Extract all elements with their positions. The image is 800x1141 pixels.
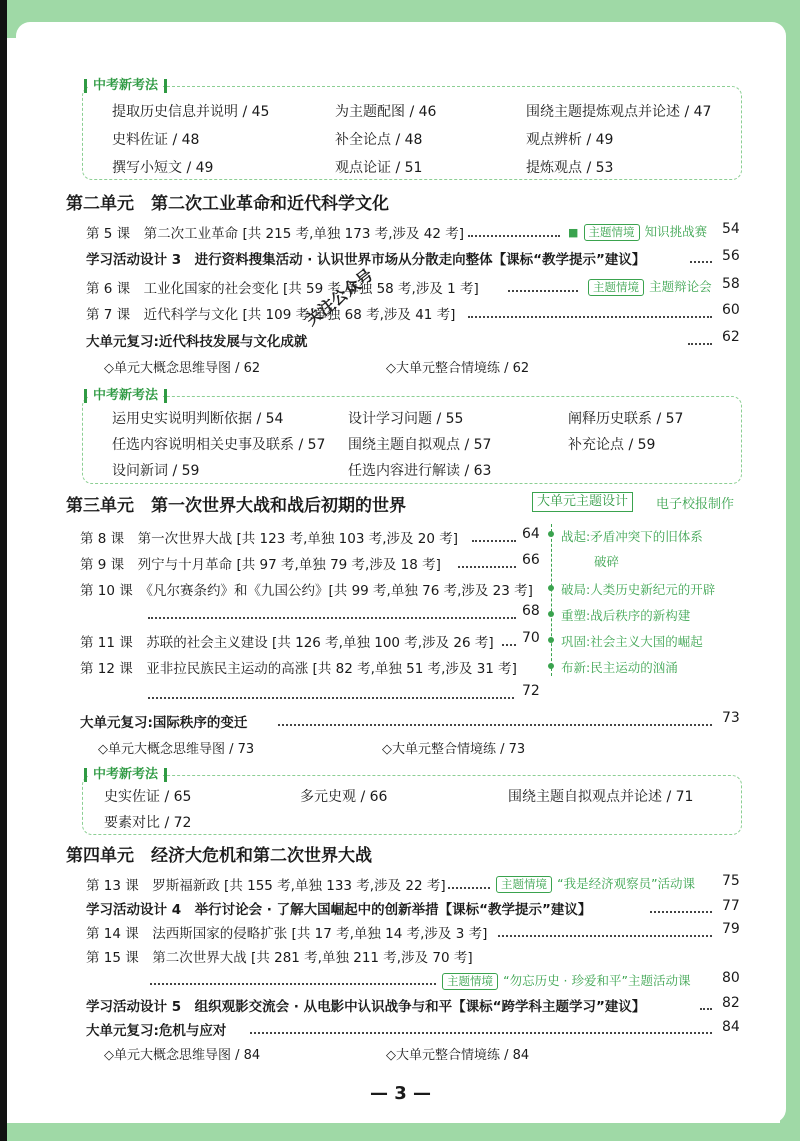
lesson-entry[interactable]: 第 6 课 工业化国家的社会变化 [共 59 考,单独 58 考,涉及 1 考]	[86, 281, 479, 297]
leader-dots	[502, 644, 516, 646]
page-ref[interactable]: 75	[722, 873, 740, 889]
exam-method-item[interactable]: 观点辨析 / 49	[526, 132, 614, 148]
unit-title: 第四单元 经济大危机和第二次世界大战	[66, 846, 372, 866]
exam-method-item[interactable]: 史料佐证 / 48	[112, 132, 200, 148]
mind-map-entry[interactable]: ◇单元大概念思维导图 / 84	[104, 1048, 261, 1063]
lesson-entry[interactable]: 第 10 课 《凡尔赛条约》和《九国公约》[共 99 考,单独 76 考,涉及 23 考]	[80, 583, 533, 599]
exam-method-item[interactable]: 要素对比 / 72	[104, 815, 192, 831]
exam-method-item[interactable]: 补全论点 / 48	[335, 132, 423, 148]
leader-dots	[508, 290, 578, 292]
exam-method-badge: 中考新考法	[88, 77, 163, 95]
theme-activity: 主题辩论会	[649, 279, 712, 294]
page-ref[interactable]: 84	[722, 1019, 740, 1035]
page-ref[interactable]: 79	[722, 921, 740, 937]
theme-scene	[442, 970, 690, 990]
page-ref[interactable]: 62	[722, 329, 740, 345]
page-ref[interactable]: 73	[722, 710, 740, 726]
lesson-entry[interactable]: 第 13 课 罗斯福新政 [共 155 考,单独 133 考,涉及 22 考]	[86, 878, 446, 894]
page-ref[interactable]: 70	[522, 630, 540, 646]
unit-review-entry[interactable]: 大单元复习:近代科技发展与文化成就	[86, 334, 308, 350]
exam-method-item[interactable]: 设计学习问题 / 55	[348, 411, 464, 427]
page-ref[interactable]: 82	[722, 995, 740, 1011]
unit-review-entry[interactable]: 大单元复习:国际秩序的变迁	[80, 715, 248, 731]
page-ref[interactable]: 77	[722, 898, 740, 914]
leader-dots	[250, 1032, 712, 1034]
page-ref[interactable]: 66	[522, 552, 540, 568]
page-ref[interactable]: 54	[722, 221, 740, 237]
unit-title: 第二单元 第二次工业革命和近代科学文化	[66, 194, 389, 214]
practice-entry[interactable]: ◇大单元整合情境练 / 84	[386, 1048, 530, 1063]
exam-method-item[interactable]: 阐释历史联系 / 57	[568, 411, 684, 427]
scan-edge	[0, 0, 7, 1141]
page-frame-bottom	[0, 1123, 800, 1141]
timeline-dot	[548, 637, 554, 643]
exam-method-item[interactable]: 运用史实说明判断依据 / 54	[112, 411, 284, 427]
theme-scene-tag: 主题情境	[584, 224, 640, 241]
lesson-entry[interactable]: 第 7 课 近代科学与文化 [共 109 考,单独 68 考,涉及 41 考]	[86, 307, 456, 323]
activity-design-entry[interactable]: 学习活动设计 3 进行资料搜集活动 · 认识世界市场从分散走向整体【课标“教学提示”建议】	[86, 252, 646, 268]
lesson-entry[interactable]: 第 14 课 法西斯国家的侵略扩张 [共 17 考,单独 14 考,涉及 3 考]	[86, 926, 488, 942]
unit-theme-step: 战起:矛盾冲突下的旧体系	[561, 529, 703, 544]
theme-scene	[496, 873, 695, 893]
unit-review-entry[interactable]: 大单元复习:危机与应对	[86, 1023, 227, 1039]
unit-title: 第三单元 第一次世界大战和战后初期的世界	[66, 496, 406, 516]
unit-theme-step: 破碎	[594, 554, 620, 569]
timeline-dot	[548, 611, 554, 617]
watermark-text: 关注公众号	[301, 265, 377, 330]
leader-dots	[278, 724, 712, 726]
exam-method-item[interactable]: 任选内容说明相关史事及联系 / 57	[112, 437, 326, 453]
page-number: — 3 —	[370, 1083, 432, 1104]
page-ref[interactable]: 58	[722, 276, 740, 292]
page-ref[interactable]: 80	[722, 970, 740, 986]
exam-method-item[interactable]: 撰写小短文 / 49	[112, 160, 214, 176]
timeline-dot	[548, 585, 554, 591]
leader-dots	[688, 343, 712, 345]
mind-map-entry[interactable]: ◇单元大概念思维导图 / 62	[104, 361, 261, 376]
theme-scene-tag: 主题情境	[496, 876, 552, 893]
leader-dots	[468, 316, 712, 318]
exam-method-item[interactable]: 提炼观点 / 53	[526, 160, 614, 176]
exam-method-badge: 中考新考法	[88, 387, 163, 405]
theme-scene-tag: 主题情境	[588, 279, 644, 296]
exam-method-item[interactable]: 设问新词 / 59	[112, 463, 200, 479]
lesson-entry[interactable]: 第 15 课 第二次世界大战 [共 281 考,单独 211 考,涉及 70 考]	[86, 950, 473, 966]
lesson-entry[interactable]: 第 8 课 第一次世界大战 [共 123 考,单独 103 考,涉及 20 考]	[80, 531, 459, 547]
unit-design-text: 电子校报制作	[656, 497, 735, 512]
leader-dots	[458, 566, 516, 568]
leader-dots	[650, 911, 712, 913]
timeline-dot	[548, 663, 554, 669]
leader-dots	[468, 235, 560, 237]
exam-method-badge: 中考新考法	[88, 766, 163, 784]
exam-method-item[interactable]: 补充论点 / 59	[568, 437, 656, 453]
page-ref[interactable]: 64	[522, 526, 540, 542]
theme-activity: “勿忘历史 · 珍爱和平”主题活动课	[503, 973, 691, 988]
page-ref[interactable]: 56	[722, 248, 740, 264]
mind-map-entry[interactable]: ◇单元大概念思维导图 / 73	[98, 742, 255, 757]
exam-method-item[interactable]: 任选内容进行解读 / 63	[348, 463, 492, 479]
leader-dots	[150, 983, 436, 985]
timeline-dot	[548, 531, 554, 537]
page-ref[interactable]: 60	[722, 302, 740, 318]
theme-activity: 知识挑战赛	[644, 224, 708, 239]
leader-dots	[472, 540, 516, 542]
leader-dots	[498, 935, 712, 937]
leader-dots	[448, 887, 490, 889]
lesson-entry[interactable]: 第 12 课 亚非拉民族民主运动的高涨 [共 82 考,单独 51 考,涉及 31 考]	[80, 661, 517, 677]
activity-design-entry[interactable]: 学习活动设计 5 组织观影交流会 · 从电影中认识战争与和平【课标“跨学科主题学习”建议】	[86, 999, 646, 1015]
page-ref[interactable]: 68	[522, 603, 540, 619]
theme-scene-tag: 主题情境	[442, 973, 498, 990]
lesson-entry[interactable]: 第 5 课 第二次工业革命 [共 215 考,单独 173 考,涉及 42 考]	[86, 226, 465, 242]
timeline-line	[551, 524, 552, 676]
practice-entry[interactable]: ◇大单元整合情境练 / 62	[386, 361, 530, 376]
exam-method-item[interactable]: 围绕主题提炼观点并论述 / 47	[526, 104, 712, 120]
leader-dots	[690, 261, 712, 263]
page-ref[interactable]: 72	[522, 683, 540, 699]
exam-method-item[interactable]: 多元史观 / 66	[300, 789, 388, 805]
theme-activity: “我是经济观察员”活动课	[557, 876, 696, 891]
activity-design-entry[interactable]: 学习活动设计 4 举行讨论会 · 了解大国崛起中的创新举措【课标“教学提示”建议】	[86, 902, 592, 918]
leader-dots	[148, 697, 514, 699]
exam-method-item[interactable]: 围绕主题自拟观点并论述 / 71	[508, 789, 694, 805]
unit-theme-step: 重塑:战后秩序的新构建	[561, 608, 691, 623]
exam-method-item[interactable]: 提取历史信息并说明 / 45	[112, 104, 270, 120]
unit-theme-step: 布新:民主运动的汹涌	[561, 660, 678, 675]
unit-theme-step: 巩固:社会主义大国的崛起	[561, 634, 703, 649]
leader-dots	[700, 1008, 712, 1010]
leader-dots	[148, 617, 516, 619]
exam-method-item[interactable]: 史实佐证 / 65	[104, 789, 192, 805]
practice-entry[interactable]: ◇大单元整合情境练 / 73	[382, 742, 526, 757]
exam-method-item[interactable]: 围绕主题自拟观点 / 57	[348, 437, 492, 453]
lesson-entry[interactable]: 第 9 课 列宁与十月革命 [共 97 考,单独 79 考,涉及 18 考]	[80, 557, 441, 573]
lesson-entry[interactable]: 第 11 课 苏联的社会主义建设 [共 126 考,单独 100 考,涉及 26 考]	[80, 635, 494, 651]
unit-design-tag: 大单元主题设计	[532, 492, 633, 512]
theme-scene	[568, 221, 707, 241]
book-icon: ■	[568, 226, 579, 239]
exam-method-item[interactable]: 为主题配图 / 46	[335, 104, 437, 120]
exam-method-item[interactable]: 观点论证 / 51	[335, 160, 423, 176]
unit-theme-step: 破局:人类历史新纪元的开辟	[561, 582, 716, 597]
theme-scene	[588, 276, 712, 296]
